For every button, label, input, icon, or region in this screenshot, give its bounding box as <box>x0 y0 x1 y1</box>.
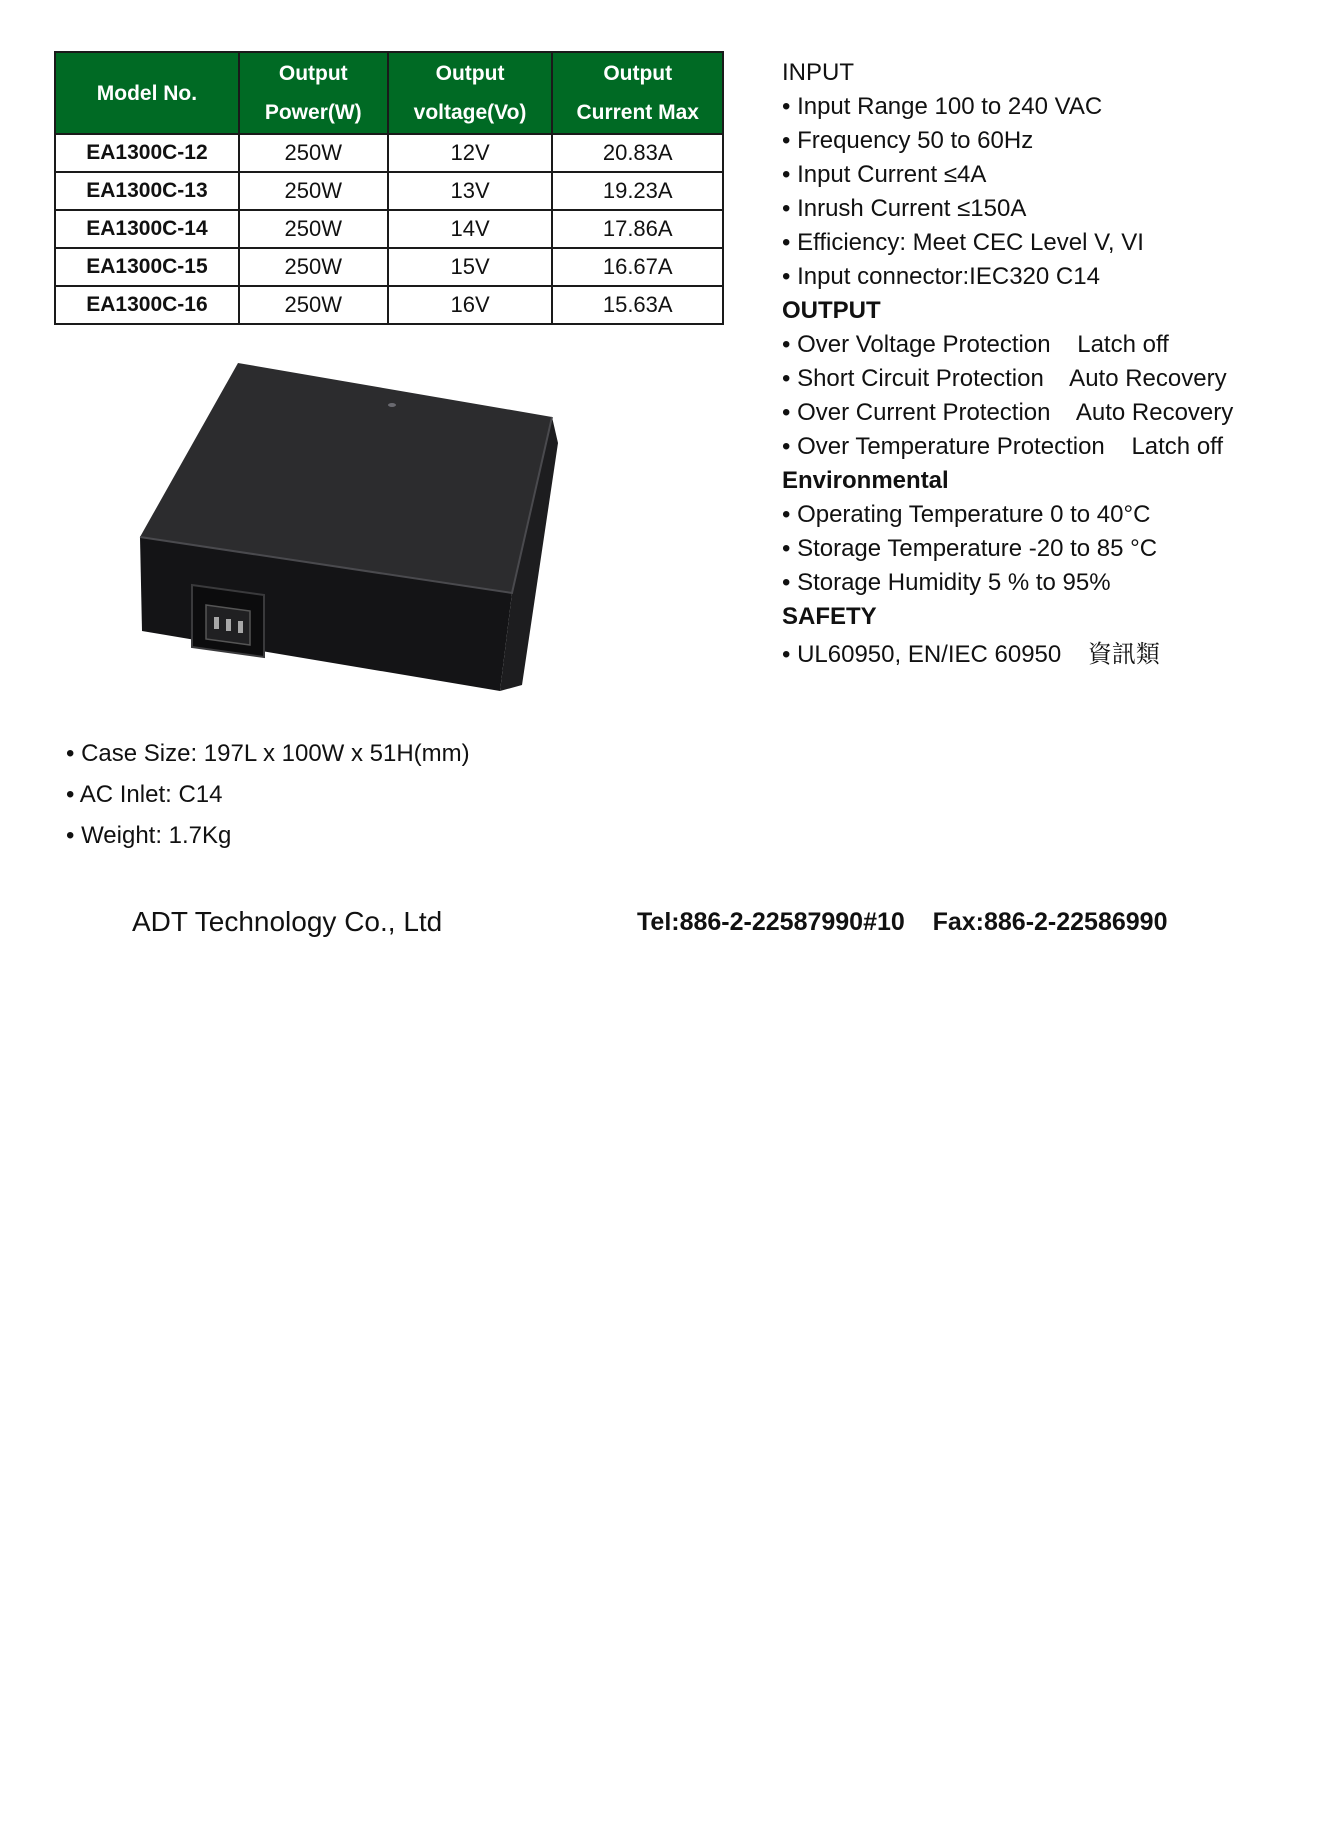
power-cell: 250W <box>239 134 388 172</box>
input-item: • Inrush Current ≤150A <box>782 195 1027 222</box>
feature-item: • AC Inlet: C14 <box>66 781 223 808</box>
voltage-cell: 16V <box>388 286 553 324</box>
input-item: • Input Range 100 to 240 VAC <box>782 93 1103 120</box>
power-cell: 250W <box>239 172 388 210</box>
table-row <box>55 172 723 210</box>
spec-list <box>782 56 1302 672</box>
model-cell: EA1300C-13 <box>55 172 239 210</box>
table-row <box>55 248 723 286</box>
spec-table <box>54 51 724 325</box>
company-name: ADT Technology Co., Ltd <box>132 906 443 937</box>
header-model: Model No. <box>55 52 239 134</box>
voltage-cell: 12V <box>388 134 553 172</box>
model-cell: EA1300C-12 <box>55 134 239 172</box>
table-row <box>55 210 723 248</box>
table-row <box>55 286 723 324</box>
header-voltage: Output voltage(Vo) <box>388 52 553 134</box>
feature-item: • Weight: 1.7Kg <box>66 822 232 849</box>
model-cell: EA1300C-14 <box>55 210 239 248</box>
power-cell: 250W <box>239 210 388 248</box>
voltage-cell: 14V <box>388 210 553 248</box>
current-cell: 20.83A <box>552 134 723 172</box>
current-cell: 15.63A <box>552 286 723 324</box>
voltage-cell: 13V <box>388 172 553 210</box>
table-row <box>55 134 723 172</box>
current-cell: 17.86A <box>552 210 723 248</box>
power-cell: 250W <box>239 248 388 286</box>
environmental-item: • Storage Temperature -20 to 85 °C <box>782 535 1158 562</box>
input-item: • Input Current ≤4A <box>782 161 987 188</box>
safety-item: • UL60950, EN/IEC 60950 資訊類 <box>782 641 1160 668</box>
table-header-row <box>55 52 723 134</box>
input-item: • Efficiency: Meet CEC Level V, VI <box>782 229 1144 256</box>
input-title: INPUT <box>782 59 854 86</box>
feature-list <box>66 733 470 856</box>
output-item: • Over Voltage Protection Latch off <box>782 331 1169 358</box>
feature-item: • Case Size: 197L x 100W x 51H(mm) <box>66 740 470 767</box>
output-item: • Over Temperature Protection Latch off <box>782 433 1224 460</box>
environmental-title: Environmental <box>782 467 949 494</box>
power-adapter-image <box>130 355 570 715</box>
environmental-item: • Storage Humidity 5 % to 95% <box>782 569 1111 596</box>
current-cell: 16.67A <box>552 248 723 286</box>
contact-info: Tel:886-2-22587990#10 Fax:886-2-22586990 <box>637 908 1168 936</box>
header-current: Output Current Max <box>552 52 723 134</box>
output-item: • Short Circuit Protection Auto Recovery <box>782 365 1227 392</box>
input-item: • Input connector:IEC320 C14 <box>782 263 1100 290</box>
safety-title: SAFETY <box>782 603 877 630</box>
current-cell: 19.23A <box>552 172 723 210</box>
power-cell: 250W <box>239 286 388 324</box>
model-cell: EA1300C-15 <box>55 248 239 286</box>
model-cell: EA1300C-16 <box>55 286 239 324</box>
output-title: OUTPUT <box>782 297 881 324</box>
header-power: Output Power(W) <box>239 52 388 134</box>
environmental-item: • Operating Temperature 0 to 40°C <box>782 501 1151 528</box>
input-item: • Frequency 50 to 60Hz <box>782 127 1034 154</box>
voltage-cell: 15V <box>388 248 553 286</box>
output-item: • Over Current Protection Auto Recovery <box>782 399 1234 426</box>
